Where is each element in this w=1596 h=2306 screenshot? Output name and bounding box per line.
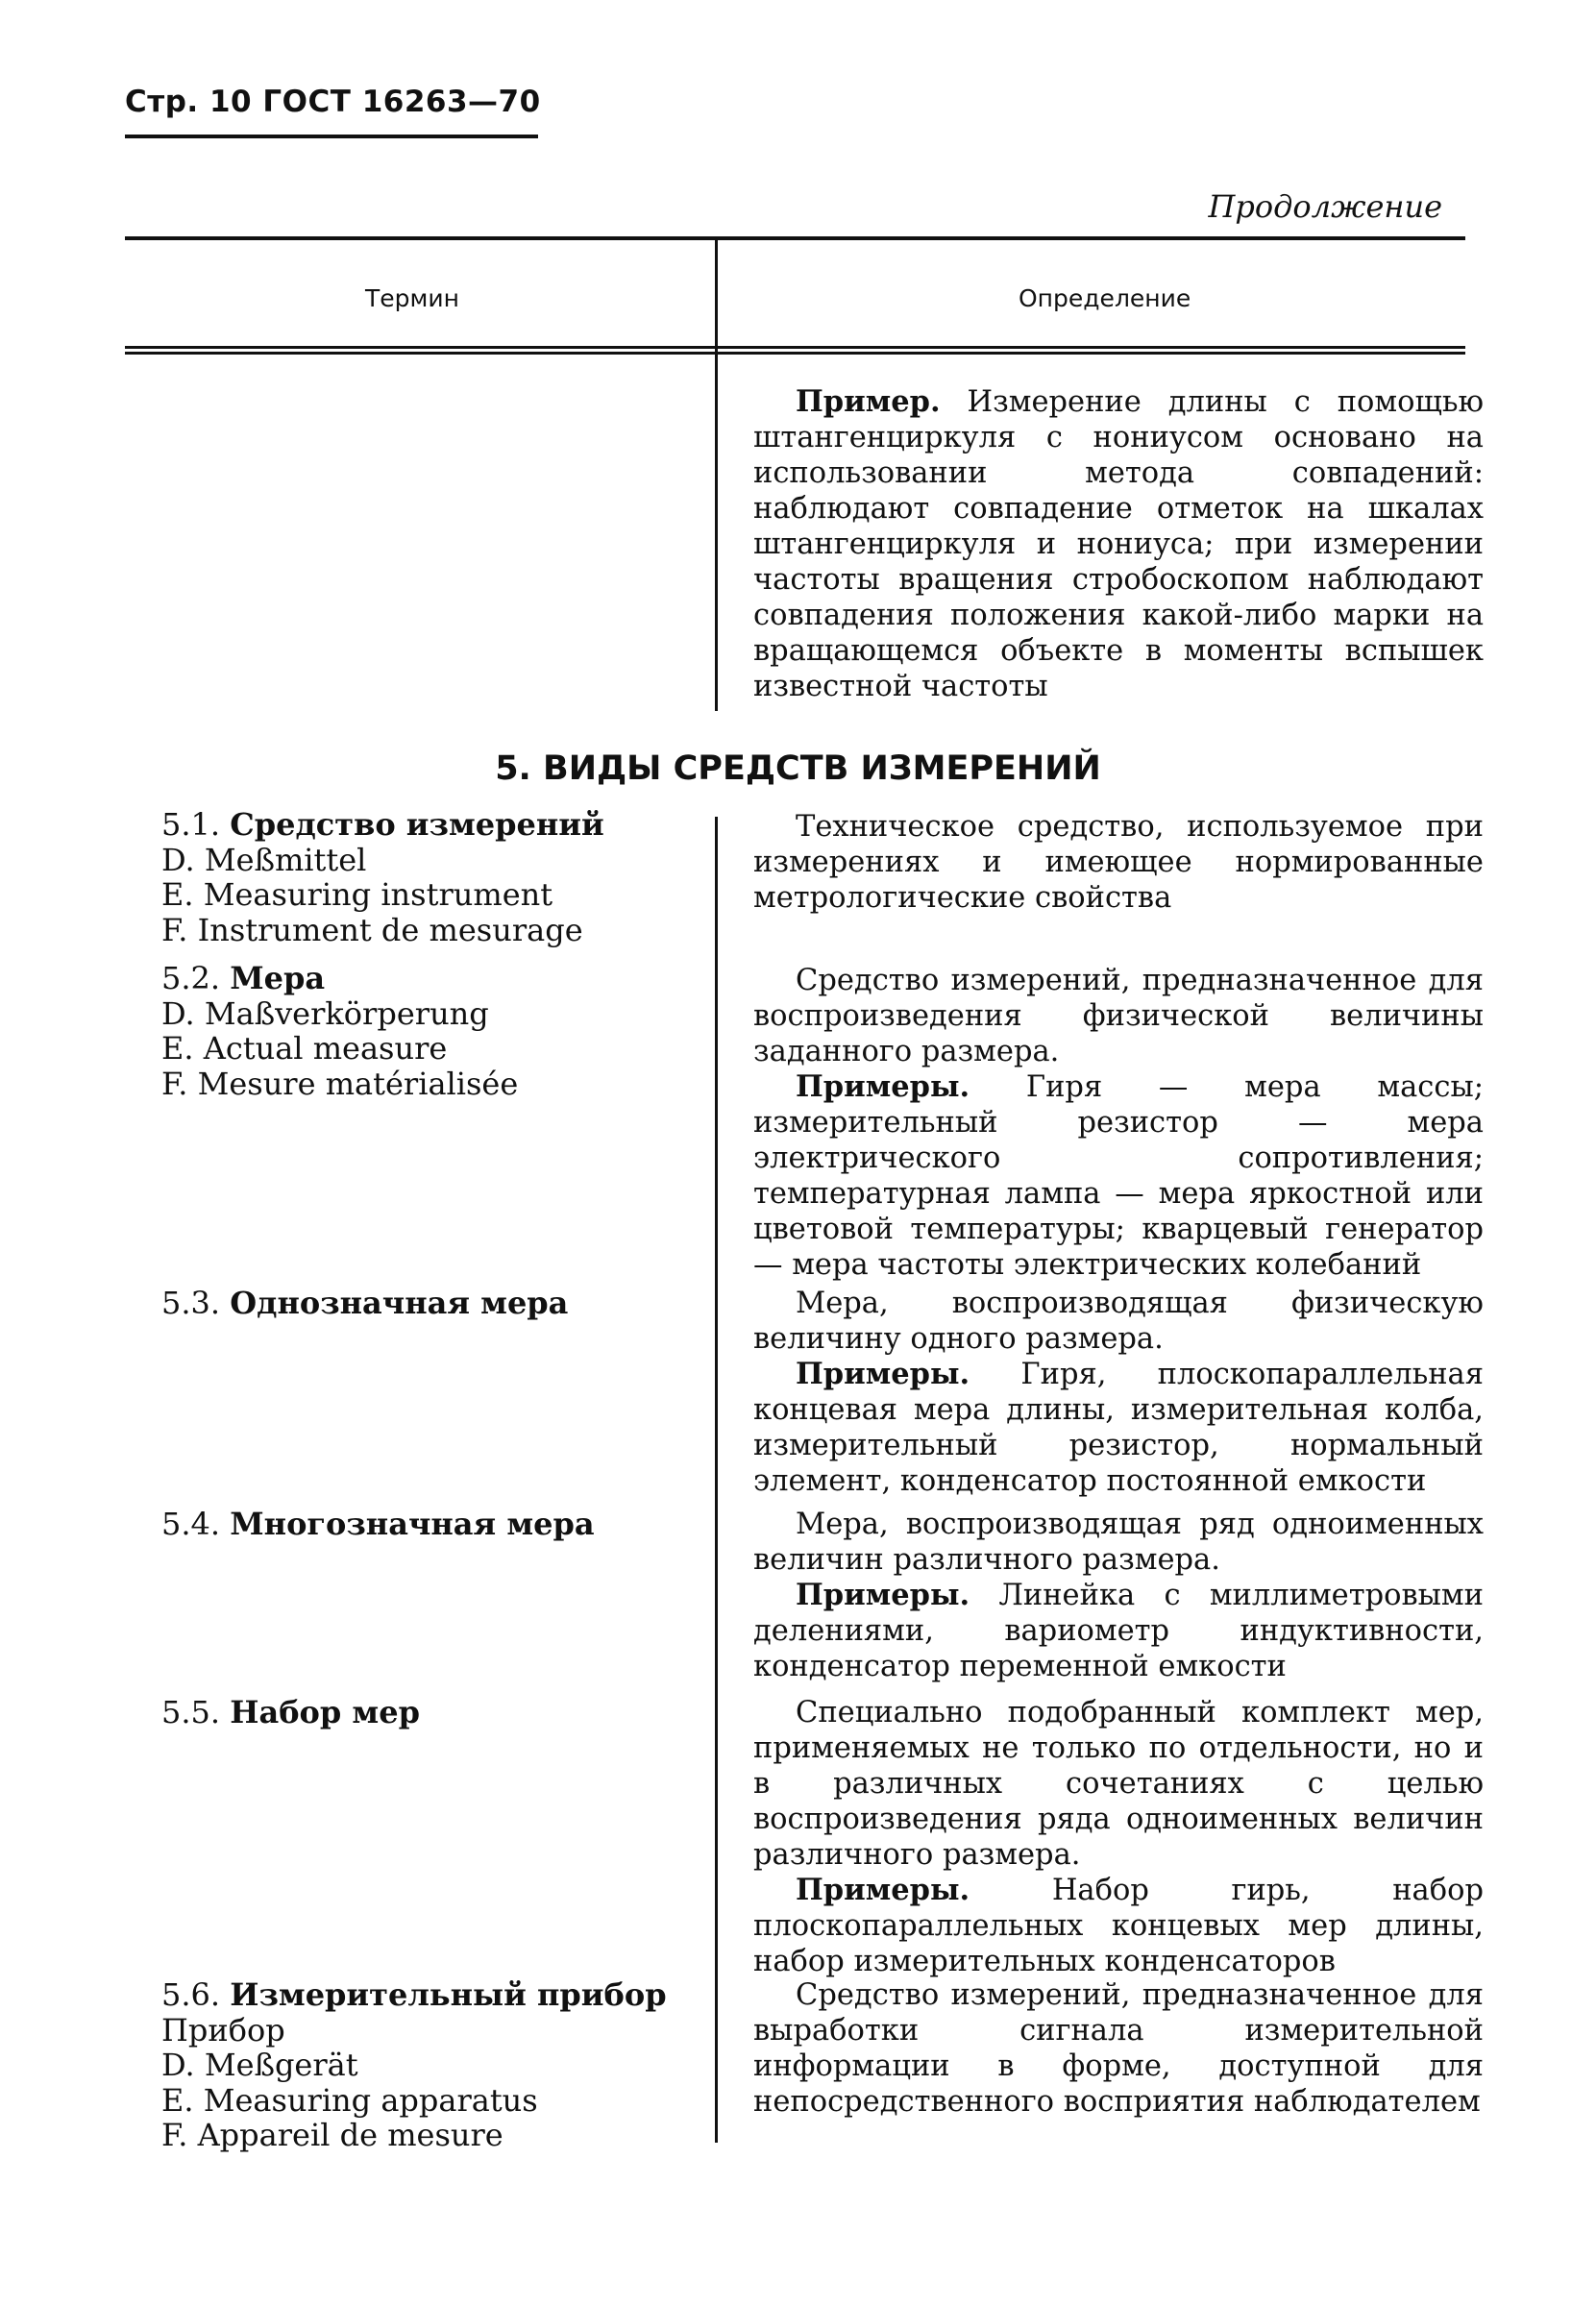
- column-divider-main: [715, 817, 718, 2143]
- table-head-rule-2: [125, 352, 1465, 355]
- definition-5-1: [753, 809, 1484, 916]
- term-en: E. Measuring instrument: [161, 876, 553, 913]
- example-text: Набор гирь, набор плоскопараллельных концевых мер длины, набор измерительных конденсаторов: [753, 1874, 1484, 1978]
- term-number: 5.1.: [161, 806, 221, 843]
- term-number: 5.2.: [161, 960, 221, 996]
- term-de: D. Maßverkörperung: [161, 994, 489, 1032]
- term-en: E. Actual measure: [161, 1030, 448, 1067]
- column-head-term: Термин: [365, 284, 459, 312]
- term-de: D. Meßmittel: [161, 841, 367, 878]
- term-title: Многозначная мера: [230, 1506, 595, 1542]
- term-5-2: [161, 961, 518, 1101]
- definition-5-5: [753, 1695, 1484, 1979]
- definition-text: Специально подобранный комплект мер, применяемых не только по отдельности, но и в различных сочетаниях с целью воспроизведения ряда одноименных величин различного размера.: [753, 1696, 1484, 1872]
- definition-text: Мера, воспроизводящая физическую величину одного размера.: [753, 1287, 1484, 1356]
- example-label: Примеры.: [796, 1578, 970, 1612]
- definition-text: Средство измерений, предназначенное для выработки сигнала измерительной информации в форме, доступной для непосредственного восприятия наблюдателем: [753, 1978, 1484, 2119]
- term-de: D. Meßgerät: [161, 2047, 358, 2083]
- example-label: Примеры.: [796, 1873, 970, 1907]
- example-label: Пример.: [796, 384, 941, 419]
- example-text: Измерение длины с помощью штангенциркуля с нониусом основано на использовании метода совпадений: наблюдают совпадение отметок на шкалах штангенциркуля и нониуса; при измерении частоты вращения стробоскопом наблюдают совпадения положения какой-либо марки на вращающемся объекте в моменты вспышек известной частоты: [753, 385, 1484, 703]
- term-title: Измерительный прибор: [230, 1976, 667, 2013]
- definition-5-2: [753, 963, 1484, 1283]
- column-head-definition: Определение: [1019, 284, 1191, 312]
- term-number: 5.6.: [161, 1976, 221, 2013]
- term-title: Однозначная мера: [230, 1285, 569, 1321]
- example-text: Линейка с миллиметровыми делениями, вариометр индуктивности, конденсатор переменной емкости: [753, 1579, 1484, 1683]
- term-5-1: [161, 807, 604, 947]
- table-head-rule-1: [125, 346, 1465, 349]
- definition-text: Средство измерений, предназначенное для воспроизведения физической величины заданного размера.: [753, 964, 1484, 1068]
- definition-text: Мера, воспроизводящая ряд одноименных величин различного размера.: [753, 1508, 1484, 1577]
- page-header: Стр. 10 ГОСТ 16263—70: [125, 85, 541, 119]
- top-example: [753, 384, 1484, 704]
- term-en: E. Measuring apparatus: [161, 2081, 538, 2119]
- definition-5-4: [753, 1507, 1484, 1684]
- term-title: Набор мер: [230, 1694, 420, 1730]
- term-5-5: [161, 1695, 420, 1730]
- term-number: 5.4.: [161, 1506, 221, 1542]
- term-5-6: [161, 1977, 667, 2153]
- term-5-3: [161, 1286, 568, 1321]
- term-fr: F. Mesure matérialisée: [161, 1065, 519, 1102]
- definition-5-3: [753, 1286, 1484, 1499]
- term-fr: F. Instrument de mesurage: [161, 911, 583, 948]
- column-divider-top: [715, 240, 718, 711]
- continuation-label: Продолжение: [1208, 188, 1442, 225]
- example-text: Гиря — мера массы; измерительный резистор — мера электрического сопротивления; температурная лампа — мера яркостной или цветовой температуры; кварцевый генератор — мера частоты электрических колебаний: [753, 1070, 1484, 1282]
- definition-text: Техническое средство, используемое при измерениях и имеющее нормированные метрологические свойства: [753, 810, 1484, 915]
- example-label: Примеры.: [796, 1069, 970, 1104]
- term-5-4: [161, 1507, 595, 1542]
- section-title: 5. ВИДЫ СРЕДСТВ ИЗМЕРЕНИЙ: [495, 749, 1101, 788]
- example-label: Примеры.: [796, 1357, 970, 1391]
- header-underline: [125, 135, 538, 138]
- term-synonym: Прибор: [161, 2011, 285, 2048]
- term-number: 5.3.: [161, 1285, 221, 1321]
- term-title: Средство измерений: [230, 806, 604, 843]
- definition-5-6: [753, 1977, 1484, 2120]
- term-fr: F. Appareil de mesure: [161, 2117, 503, 2153]
- example-text: Гиря, плоскопараллельная концевая мера длины, измерительная колба, измерительный резистор, нормальный элемент, конденсатор постоянной емкости: [753, 1358, 1484, 1498]
- term-title: Мера: [230, 960, 326, 996]
- term-number: 5.5.: [161, 1694, 221, 1730]
- table-top-rule: [125, 236, 1465, 240]
